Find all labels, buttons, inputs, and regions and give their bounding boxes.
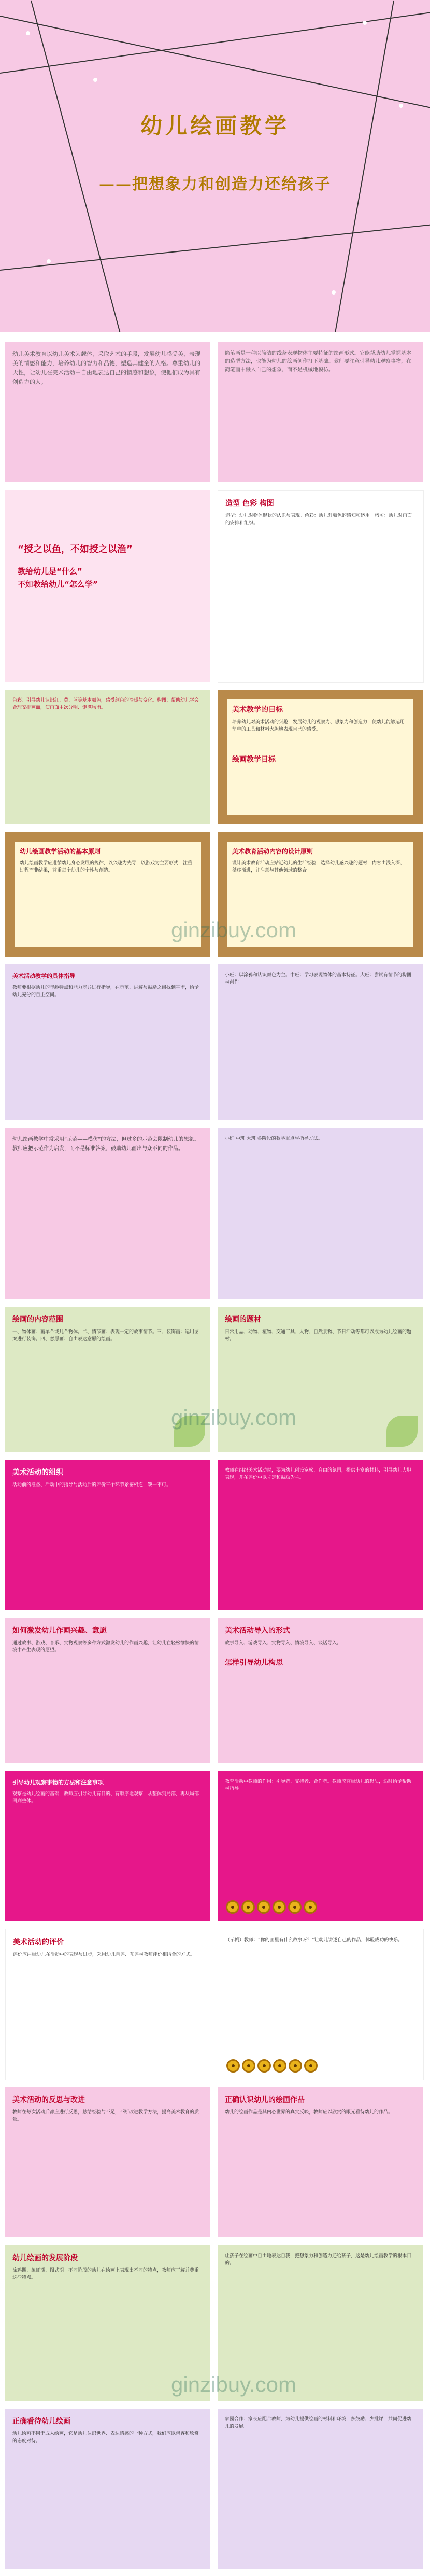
slide-text: 通过故事、游戏、音乐、实物观察等多种方式激发幼儿的作画兴趣，让幼儿在轻松愉快的情境中产生表现的愿望。 — [12, 1641, 199, 1653]
sunflower-decoration — [226, 1900, 317, 1916]
slide-text: 日常用品、动物、植物、交通工具、人物、自然景物、节日活动等都可以成为幼儿绘画的题材。 — [225, 1329, 412, 1342]
slide-heading: 美术教学的目标 — [232, 706, 283, 714]
slide-evaluation — [5, 1929, 211, 2080]
sunflower-icon — [289, 2059, 302, 2073]
sunflower-icon — [242, 2059, 255, 2073]
slide-text: 一、物体画：画单个或几个物体。二、情节画：表现一定的故事情节。三、装饰画：运用图案进行装饰。四、意愿画：自由表达意愿的绘画。 — [12, 1329, 199, 1342]
sunflower-icon — [304, 1900, 317, 1914]
slide-text: 幼儿绘画教学应遵循幼儿身心发展的规律，以兴趣为先导，以游戏为主要形式，注重过程而非结果，尊重每个幼儿的个性与创造。 — [20, 861, 193, 873]
slide-content-scope — [5, 1307, 210, 1452]
slide-text: 色彩：引导幼儿认识红、黄、蓝等基本颜色，感受颜色的冷暖与变化。构图：帮助幼儿学会合理安排画面，使画面主次分明、饱满均衡。 — [12, 698, 199, 710]
watermark: ginzibuy.com — [171, 1405, 296, 1430]
slide-intro-left — [5, 342, 210, 482]
sunflower-icon — [226, 1900, 239, 1914]
slide-age-focus — [218, 1128, 423, 1299]
quote-line: “授之以鱼，不如授之以渔” — [18, 544, 133, 555]
slide-heading: 美术活动导入的形式 — [225, 1627, 290, 1635]
slide-text: 活动前的准备、活动中的指导与活动后的评价三个环节紧密相连，缺一不可。 — [12, 1482, 171, 1488]
slide-heading: 美术教育活动内容的设计原则 — [232, 848, 313, 855]
decor-line — [0, 16, 430, 114]
slide-text: 观察是幼儿绘画的基础，教师应引导幼儿有目的、有顺序地观察，从整体到局部，再从局部回到整体。 — [12, 1791, 199, 1804]
slide-text: 培养幼儿对美术活动的兴趣，发展幼儿的观察力、想象力和创造力，使幼儿能够运用简单的工具和材料大胆地表现自己的感受。 — [232, 720, 405, 732]
slide-elements — [218, 490, 424, 683]
slide-heading: 幼儿绘画教学活动的基本原则 — [20, 848, 101, 855]
slide-interest — [5, 1618, 210, 1763]
leaf-decoration — [386, 1416, 418, 1447]
decor-line — [330, 1, 394, 332]
slide-text: 幼儿美术教育以幼儿美术为载体，采取艺术的手段，发展幼儿感受美、表现美的情感和能力，培养幼儿的智力和品德，塑造其健全的人格。尊重幼儿的天性，让幼儿在美术活动中自由地表达自己的情感和想象，使他们成为具有创造力的人。 — [12, 351, 200, 385]
slide-demonstration — [5, 1128, 210, 1299]
slide-text: 小班 中班 大班 各阶段的教学重点与指导方法。 — [225, 1136, 323, 1141]
slide-heading: 幼儿绘画的发展阶段 — [12, 2254, 78, 2262]
slide-teacher-role — [218, 1771, 423, 1921]
slide-heading: 绘画教学目标 — [232, 755, 276, 764]
slide-text: 简笔画是一种以简洁的线条表现物体主要特征的绘画形式。它能帮助幼儿掌握基本的造型方法，也能为幼儿的绘画创作打下基础。教师要注意引导幼儿观察事物，在简笔画中融入自己的想象，而不是机械地模仿。 — [225, 351, 411, 373]
slide-understanding — [218, 2087, 423, 2237]
slide-text: （示例）教师：“你的画里有什么故事呀？”让幼儿讲述自己的作品，体验成功的快乐。 — [225, 1938, 403, 1943]
decor-dot — [93, 78, 97, 82]
slide-text: 幼儿绘画教学中常采用“示范——模仿”的方法，但过多的示范会限制幼儿的想象。教师应把示范作为启发，而不是标准答案，鼓励幼儿画出与众不同的作品。 — [12, 1137, 199, 1152]
presentation-subtitle: ——把想象力和创造力还给孩子 — [99, 175, 331, 193]
sunflower-icon — [241, 1900, 255, 1914]
slide-text: 教师在组织美术活动时，要为幼儿创设宽松、自由的氛围，提供丰富的材料，引导幼儿大胆表现，并在评价中以肯定和鼓励为主。 — [225, 1468, 412, 1480]
sunflower-icon — [257, 1900, 270, 1914]
slide-heading: 美术活动的评价 — [13, 1938, 64, 1947]
slide-heading: 美术活动的反思与改进 — [12, 2096, 85, 2104]
decor-line — [0, 221, 430, 271]
slide-goals — [218, 690, 423, 824]
slide-text: 让孩子在绘画中自由地表达自我，把想象力和创造力还给孩子，这是幼儿绘画教学的根本目的。 — [225, 2253, 412, 2266]
slide-text: 设计美术教育活动应贴近幼儿的生活经验，选择幼儿感兴趣的题材，内容由浅入深、循序渐进，并注意与其他领域的整合。 — [232, 861, 405, 873]
sunflower-icon — [273, 1900, 286, 1914]
slide-atmosphere — [218, 1460, 423, 1610]
decor-dot — [26, 31, 30, 35]
slide-organization — [5, 1460, 210, 1610]
slide-heading: 引导幼儿观察事物的方法和注意事项 — [12, 1779, 104, 1786]
slide-heading: 正确看待幼儿绘画 — [12, 2417, 70, 2426]
slide-text: 幼儿的绘画作品是其内心世界的真实反映，教师应以欣赏的眼光看待幼儿的作品。 — [225, 2110, 393, 2115]
slide-heading: 美术活动教学的具体指导 — [12, 973, 75, 979]
decor-dot — [399, 104, 403, 108]
presentation-title: 幼儿绘画教学 — [140, 113, 290, 138]
slide-themes — [218, 1307, 423, 1452]
sunflower-icon — [304, 2059, 318, 2073]
decor-dot — [47, 259, 51, 263]
decor-line — [31, 1, 125, 332]
slide-guidance — [5, 964, 210, 1120]
slide-text: 家园合作：家长应配合教师，为幼儿提供绘画的材料和环境，多鼓励、少批评，共同促进幼儿的发展。 — [225, 2417, 412, 2429]
slide-text: 造型：幼儿对物体形状的认识与表现。色彩：幼儿对颜色的感知和运用。构图：幼儿对画面的安排和组织。 — [225, 513, 412, 526]
slide-heading: 绘画的题材 — [225, 1315, 261, 1324]
slide-text: 评价应注重幼儿在活动中的表现与进步，采用幼儿自评、互评与教师评价相结合的方式。 — [13, 1952, 195, 1957]
watermark: ginzibuy.com — [171, 2372, 296, 2397]
slide-heading: 美术活动的组织 — [12, 1468, 63, 1477]
slide-reflection — [5, 2087, 210, 2237]
slide-heading: 如何激发幼儿作画兴趣、意愿 — [12, 1627, 107, 1635]
slide-intro-forms — [218, 1618, 423, 1763]
slide-quote — [5, 490, 210, 682]
sunflower-icon — [273, 2059, 286, 2073]
sunflower-icon — [288, 1900, 302, 1914]
slide-heading: 绘画的内容范围 — [12, 1315, 63, 1324]
slide-home-school — [218, 2409, 423, 2569]
slide-age-groups — [218, 964, 423, 1120]
slide-observation — [5, 1771, 210, 1921]
slide-heading: 怎样引导幼儿构思 — [225, 1659, 283, 1667]
quote-line: 教给幼儿是“什么” — [18, 567, 82, 576]
quote-line: 不如教给幼儿“怎么学” — [18, 580, 98, 589]
decor-dot — [332, 290, 336, 295]
slide-example — [218, 1929, 424, 2080]
sunflower-icon — [257, 2059, 271, 2073]
slide-text: 故事导入、游戏导入、实物导入、情境导入、谈话导入。 — [225, 1641, 342, 1646]
slide-heading: 正确认识幼儿的绘画作品 — [225, 2096, 305, 2104]
slide-intro-right — [218, 342, 423, 482]
slide-text: 涂鸦期、象征期、图式期。不同阶段的幼儿在绘画上表现出不同的特点，教师应了解并尊重这些特点。 — [12, 2268, 199, 2280]
decor-dot — [363, 21, 367, 25]
slide-text: 幼儿绘画不同于成人绘画，它是幼儿认识世界、表达情感的一种方式，我们应以包容和欣赏的态度对待。 — [12, 2431, 199, 2444]
slide-viewpoint — [5, 2409, 210, 2569]
title-slide — [0, 0, 430, 332]
sunflower-decoration — [226, 2059, 318, 2075]
slide-heading: 造型 色彩 构图 — [225, 499, 274, 508]
slide-color-composition — [5, 690, 210, 824]
slide-text: 教育活动中教师的作用：引导者、支持者、合作者。教师应尊重幼儿的想法，适时给予帮助与指导。 — [225, 1779, 412, 1791]
slide-text: 教师要根据幼儿的年龄特点和能力差异进行指导，在示范、讲解与鼓励之间找到平衡，给予幼儿充分的自主空间。 — [12, 985, 199, 998]
watermark: ginzibuy.com — [171, 918, 296, 942]
decor-line — [0, 8, 430, 74]
slide-text: 小班：以涂鸦和认识颜色为主。中班：学习表现物体的基本特征。大班：尝试有情节的构图与创作。 — [225, 973, 412, 985]
sunflower-icon — [226, 2059, 240, 2073]
slide-text: 教师在每次活动后都应进行反思，总结经验与不足，不断改进教学方法，提高美术教育的质量。 — [12, 2110, 199, 2122]
